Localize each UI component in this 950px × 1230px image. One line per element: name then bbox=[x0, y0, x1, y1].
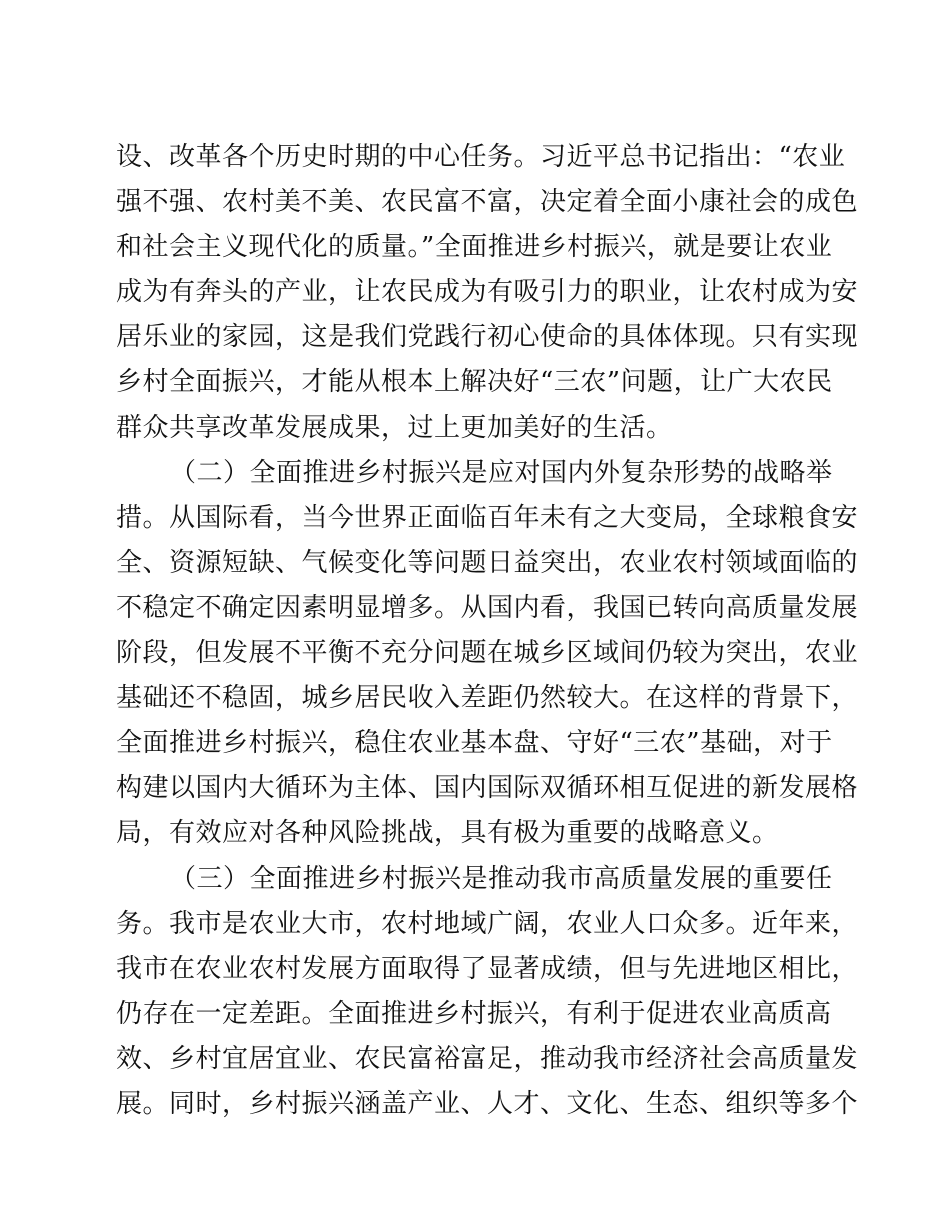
text-line: 基础还不稳固，城乡居民收入差距仍然较大。在这样的背景下， bbox=[116, 683, 859, 714]
text-line: 措。从国际看，当今世界正面临百年未有之大变局，全球粮食安 bbox=[116, 502, 859, 533]
section-heading-3: （三）全面推进乡村振兴是推动我市高质量发展的重要任 bbox=[170, 863, 833, 894]
section-heading-2: （二）全面推进乡村振兴是应对国内外复杂形势的战略举 bbox=[170, 457, 833, 488]
text-line: 构建以国内大循环为主体、国内国际双循环相互促进的新发展格 bbox=[116, 773, 859, 804]
text-line: 强不强、农村美不美、农民富不富，决定着全面小康社会的成色 bbox=[116, 187, 859, 218]
text-line: 全面推进乡村振兴，稳住农业基本盘、守好“三农”基础，对于 bbox=[116, 728, 833, 759]
text-line: 展。同时，乡村振兴涵盖产业、人才、文化、生态、组织等多个 bbox=[116, 1088, 859, 1119]
text-line: 不稳定不确定因素明显增多。从国内看，我国已转向高质量发展 bbox=[116, 592, 859, 623]
text-line: 务。我市是农业大市，农村地域广阔，农业人口众多。近年来， bbox=[116, 908, 859, 939]
text-line: 效、乡村宜居宜业、农民富裕富足，推动我市经济社会高质量发 bbox=[116, 1043, 859, 1074]
document-body bbox=[116, 135, 859, 1127]
text-line: 阶段，但发展不平衡不充分问题在城乡区域间仍较为突出，农业 bbox=[116, 638, 859, 669]
text-line: 仍存在一定差距。全面推进乡村振兴，有利于促进农业高质高 bbox=[116, 998, 832, 1029]
text-line: 全、资源短缺、气候变化等问题日益突出，农业农村领域面临的 bbox=[116, 547, 859, 578]
text-line: 乡村全面振兴，才能从根本上解决好“三农”问题，让广大农民 bbox=[116, 367, 833, 398]
text-line: 成为有奔头的产业，让农民成为有吸引力的职业，让农村成为安 bbox=[116, 277, 859, 308]
text-line: 局，有效应对各种风险挑战，具有极为重要的战略意义。 bbox=[116, 818, 779, 849]
text-line: 居乐业的家园，这是我们党践行初心使命的具体体现。只有实现 bbox=[116, 322, 859, 353]
text-line: 群众共享改革发展成果，过上更加美好的生活。 bbox=[116, 412, 673, 443]
text-line: 和社会主义现代化的质量。”全面推进乡村振兴，就是要让农业 bbox=[116, 232, 833, 263]
text-line: 我市在农业农村发展方面取得了显著成绩，但与先进地区相比， bbox=[116, 953, 859, 984]
text-line: 设、改革各个历史时期的中心任务。习近平总书记指出：“农业 bbox=[116, 142, 846, 172]
